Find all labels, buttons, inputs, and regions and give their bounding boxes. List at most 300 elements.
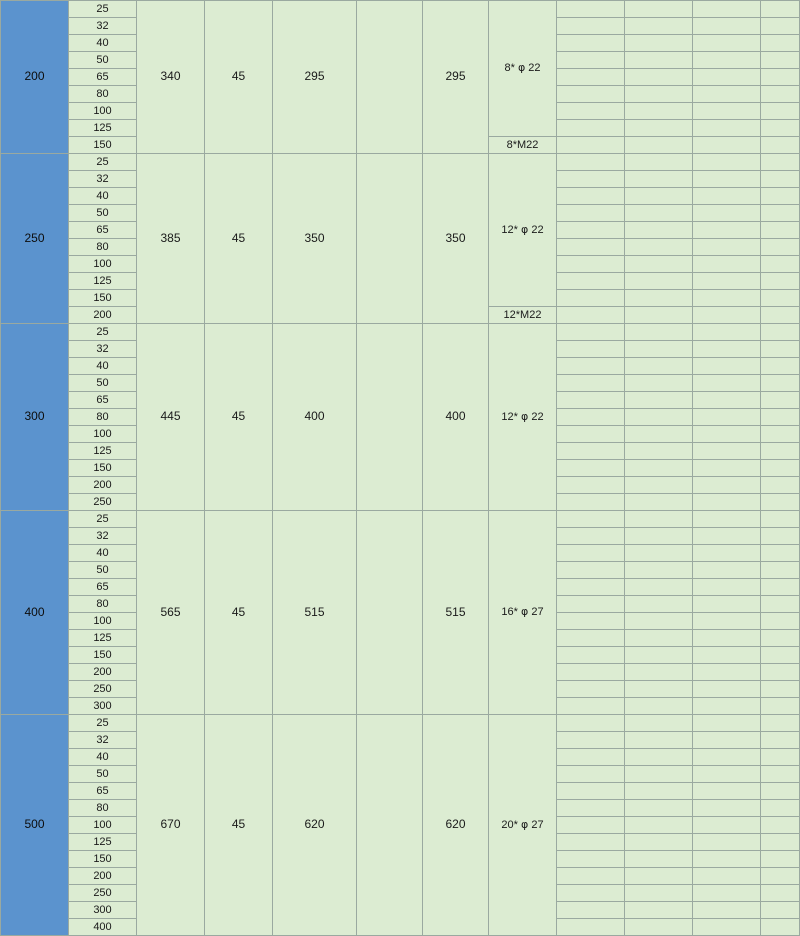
- blank-cell-5: [761, 222, 800, 239]
- blank-cell-2: [557, 1, 625, 18]
- secondary-diameter-cell: 620: [423, 715, 489, 936]
- blank-cell-5: [761, 800, 800, 817]
- blank-cell-2: [557, 630, 625, 647]
- blank-cell-5: [761, 579, 800, 596]
- blank-cell-4: [693, 868, 761, 885]
- thickness-cell: 45: [205, 324, 273, 511]
- blank-cell-2: [557, 494, 625, 511]
- blank-cell-2: [557, 868, 625, 885]
- length-cell: 150: [69, 460, 137, 477]
- blank-cell-4: [693, 18, 761, 35]
- blank-cell-5: [761, 494, 800, 511]
- blank-cell-3: [625, 851, 693, 868]
- blank-cell-5: [761, 647, 800, 664]
- blank-cell-5: [761, 358, 800, 375]
- length-cell: 80: [69, 86, 137, 103]
- table-body: [1, 1, 800, 936]
- blank-cell-3: [625, 358, 693, 375]
- blank-cell-3: [625, 443, 693, 460]
- blank-cell-3: [625, 103, 693, 120]
- blank-cell-3: [625, 86, 693, 103]
- bolt-hole-spec-cell: 12* φ 22: [489, 324, 557, 511]
- outer-diameter-cell: 340: [137, 1, 205, 154]
- nominal-diameter-cell: 400: [1, 511, 69, 715]
- blank-cell-5: [761, 664, 800, 681]
- table-row: [1, 154, 800, 171]
- blank-cell-4: [693, 1, 761, 18]
- length-cell: 200: [69, 868, 137, 885]
- blank-cell-3: [625, 630, 693, 647]
- length-cell: 50: [69, 375, 137, 392]
- secondary-diameter-cell: 515: [423, 511, 489, 715]
- length-cell: 40: [69, 188, 137, 205]
- blank-cell-3: [625, 290, 693, 307]
- blank-cell-2: [557, 137, 625, 154]
- blank-cell-3: [625, 239, 693, 256]
- blank-cell-4: [693, 749, 761, 766]
- blank-cell-5: [761, 86, 800, 103]
- blank-cell-2: [557, 664, 625, 681]
- length-cell: 25: [69, 715, 137, 732]
- blank-column-1-cell: [357, 1, 423, 154]
- blank-cell-2: [557, 307, 625, 324]
- length-cell: 250: [69, 494, 137, 511]
- blank-cell-4: [693, 613, 761, 630]
- blank-cell-5: [761, 783, 800, 800]
- bolt-circle-cell: 620: [273, 715, 357, 936]
- blank-cell-2: [557, 477, 625, 494]
- blank-cell-5: [761, 732, 800, 749]
- blank-cell-5: [761, 171, 800, 188]
- bolt-thread-spec-cell: 8*M22: [489, 137, 557, 154]
- length-cell: 32: [69, 171, 137, 188]
- blank-cell-2: [557, 783, 625, 800]
- blank-cell-5: [761, 851, 800, 868]
- blank-cell-3: [625, 664, 693, 681]
- blank-cell-2: [557, 341, 625, 358]
- blank-cell-5: [761, 817, 800, 834]
- blank-cell-2: [557, 851, 625, 868]
- phi-symbol: φ: [521, 409, 529, 423]
- blank-cell-5: [761, 409, 800, 426]
- phi-symbol: φ: [521, 222, 529, 236]
- blank-cell-4: [693, 630, 761, 647]
- blank-cell-5: [761, 35, 800, 52]
- blank-cell-3: [625, 698, 693, 715]
- blank-cell-4: [693, 290, 761, 307]
- length-cell: 100: [69, 613, 137, 630]
- outer-diameter-cell: 385: [137, 154, 205, 324]
- blank-cell-4: [693, 324, 761, 341]
- blank-column-1-cell: [357, 511, 423, 715]
- blank-cell-5: [761, 613, 800, 630]
- blank-cell-4: [693, 528, 761, 545]
- blank-cell-2: [557, 443, 625, 460]
- length-cell: 65: [69, 783, 137, 800]
- blank-cell-4: [693, 392, 761, 409]
- length-cell: 200: [69, 307, 137, 324]
- length-cell: 300: [69, 698, 137, 715]
- blank-cell-5: [761, 698, 800, 715]
- blank-cell-2: [557, 681, 625, 698]
- blank-cell-4: [693, 69, 761, 86]
- blank-cell-4: [693, 188, 761, 205]
- blank-cell-5: [761, 273, 800, 290]
- blank-cell-3: [625, 273, 693, 290]
- blank-column-1-cell: [357, 715, 423, 936]
- thickness-cell: 45: [205, 154, 273, 324]
- blank-cell-2: [557, 120, 625, 137]
- length-cell: 65: [69, 222, 137, 239]
- blank-cell-4: [693, 205, 761, 222]
- blank-cell-2: [557, 511, 625, 528]
- length-cell: 32: [69, 341, 137, 358]
- blank-cell-4: [693, 120, 761, 137]
- blank-cell-2: [557, 715, 625, 732]
- length-cell: 50: [69, 52, 137, 69]
- blank-cell-4: [693, 103, 761, 120]
- blank-cell-3: [625, 732, 693, 749]
- blank-cell-2: [557, 290, 625, 307]
- length-cell: 200: [69, 664, 137, 681]
- blank-cell-5: [761, 154, 800, 171]
- length-cell: 125: [69, 834, 137, 851]
- blank-cell-2: [557, 613, 625, 630]
- blank-cell-5: [761, 477, 800, 494]
- blank-cell-2: [557, 732, 625, 749]
- bolt-circle-cell: 515: [273, 511, 357, 715]
- blank-cell-5: [761, 749, 800, 766]
- outer-diameter-cell: 670: [137, 715, 205, 936]
- bolt-hole-spec-cell: 16* φ 27: [489, 511, 557, 715]
- blank-cell-2: [557, 766, 625, 783]
- blank-cell-2: [557, 902, 625, 919]
- blank-cell-5: [761, 256, 800, 273]
- blank-cell-3: [625, 596, 693, 613]
- blank-cell-2: [557, 69, 625, 86]
- blank-cell-5: [761, 766, 800, 783]
- length-cell: 32: [69, 528, 137, 545]
- blank-cell-5: [761, 426, 800, 443]
- blank-cell-2: [557, 103, 625, 120]
- blank-cell-3: [625, 477, 693, 494]
- blank-cell-3: [625, 528, 693, 545]
- blank-cell-3: [625, 749, 693, 766]
- blank-cell-2: [557, 256, 625, 273]
- blank-cell-5: [761, 902, 800, 919]
- blank-cell-5: [761, 868, 800, 885]
- length-cell: 250: [69, 681, 137, 698]
- length-cell: 25: [69, 1, 137, 18]
- blank-cell-4: [693, 171, 761, 188]
- length-cell: 50: [69, 766, 137, 783]
- blank-cell-5: [761, 919, 800, 936]
- blank-cell-3: [625, 545, 693, 562]
- bolt-circle-cell: 295: [273, 1, 357, 154]
- blank-cell-3: [625, 511, 693, 528]
- length-cell: 250: [69, 885, 137, 902]
- blank-cell-4: [693, 35, 761, 52]
- blank-cell-4: [693, 494, 761, 511]
- bolt-hole-spec-cell: 8* φ 22: [489, 1, 557, 137]
- blank-cell-5: [761, 630, 800, 647]
- length-cell: 100: [69, 256, 137, 273]
- blank-cell-2: [557, 460, 625, 477]
- blank-cell-4: [693, 256, 761, 273]
- blank-cell-3: [625, 205, 693, 222]
- table-row: [1, 511, 800, 528]
- blank-cell-5: [761, 290, 800, 307]
- blank-column-1-cell: [357, 324, 423, 511]
- blank-cell-5: [761, 188, 800, 205]
- secondary-diameter-cell: 350: [423, 154, 489, 324]
- blank-cell-4: [693, 919, 761, 936]
- length-cell: 80: [69, 596, 137, 613]
- blank-cell-2: [557, 188, 625, 205]
- blank-cell-3: [625, 579, 693, 596]
- length-cell: 50: [69, 562, 137, 579]
- blank-cell-2: [557, 545, 625, 562]
- thickness-cell: 45: [205, 511, 273, 715]
- blank-cell-4: [693, 137, 761, 154]
- blank-cell-3: [625, 188, 693, 205]
- blank-cell-2: [557, 52, 625, 69]
- blank-cell-3: [625, 154, 693, 171]
- blank-cell-4: [693, 851, 761, 868]
- length-cell: 65: [69, 69, 137, 86]
- blank-cell-3: [625, 681, 693, 698]
- bolt-circle-cell: 400: [273, 324, 357, 511]
- outer-diameter-cell: 565: [137, 511, 205, 715]
- bolt-hole-spec-cell: 12* φ 22: [489, 154, 557, 307]
- blank-cell-2: [557, 324, 625, 341]
- blank-cell-4: [693, 545, 761, 562]
- length-cell: 125: [69, 443, 137, 460]
- length-cell: 25: [69, 154, 137, 171]
- nominal-diameter-cell: 250: [1, 154, 69, 324]
- blank-cell-5: [761, 511, 800, 528]
- length-cell: 125: [69, 630, 137, 647]
- blank-cell-4: [693, 732, 761, 749]
- blank-cell-5: [761, 545, 800, 562]
- blank-cell-4: [693, 902, 761, 919]
- blank-cell-4: [693, 766, 761, 783]
- blank-cell-5: [761, 1, 800, 18]
- blank-cell-5: [761, 562, 800, 579]
- blank-cell-2: [557, 579, 625, 596]
- blank-cell-5: [761, 596, 800, 613]
- blank-cell-3: [625, 324, 693, 341]
- length-cell: 32: [69, 732, 137, 749]
- length-cell: 80: [69, 239, 137, 256]
- blank-cell-3: [625, 562, 693, 579]
- blank-cell-3: [625, 137, 693, 154]
- blank-cell-4: [693, 579, 761, 596]
- blank-cell-2: [557, 18, 625, 35]
- nominal-diameter-cell: 200: [1, 1, 69, 154]
- blank-cell-3: [625, 1, 693, 18]
- blank-cell-3: [625, 409, 693, 426]
- table-row: [1, 324, 800, 341]
- length-cell: 400: [69, 919, 137, 936]
- blank-cell-3: [625, 919, 693, 936]
- blank-cell-4: [693, 426, 761, 443]
- secondary-diameter-cell: 295: [423, 1, 489, 154]
- blank-cell-5: [761, 205, 800, 222]
- blank-cell-3: [625, 392, 693, 409]
- blank-cell-2: [557, 35, 625, 52]
- blank-cell-2: [557, 426, 625, 443]
- blank-cell-5: [761, 18, 800, 35]
- blank-cell-3: [625, 171, 693, 188]
- length-cell: 65: [69, 392, 137, 409]
- blank-cell-4: [693, 222, 761, 239]
- blank-cell-2: [557, 392, 625, 409]
- blank-cell-4: [693, 52, 761, 69]
- blank-cell-5: [761, 392, 800, 409]
- blank-cell-5: [761, 103, 800, 120]
- blank-cell-2: [557, 562, 625, 579]
- blank-cell-5: [761, 715, 800, 732]
- blank-cell-5: [761, 324, 800, 341]
- blank-cell-5: [761, 239, 800, 256]
- blank-cell-2: [557, 834, 625, 851]
- outer-diameter-cell: 445: [137, 324, 205, 511]
- length-cell: 150: [69, 851, 137, 868]
- table-row: [1, 1, 800, 18]
- blank-cell-5: [761, 528, 800, 545]
- blank-cell-2: [557, 222, 625, 239]
- nominal-diameter-cell: 500: [1, 715, 69, 936]
- blank-cell-3: [625, 222, 693, 239]
- blank-cell-2: [557, 885, 625, 902]
- blank-cell-5: [761, 375, 800, 392]
- blank-cell-3: [625, 902, 693, 919]
- blank-cell-3: [625, 817, 693, 834]
- blank-cell-4: [693, 341, 761, 358]
- thickness-cell: 45: [205, 715, 273, 936]
- blank-cell-5: [761, 681, 800, 698]
- blank-cell-4: [693, 409, 761, 426]
- length-cell: 25: [69, 511, 137, 528]
- blank-cell-5: [761, 443, 800, 460]
- phi-symbol: φ: [521, 605, 529, 619]
- blank-cell-4: [693, 239, 761, 256]
- blank-cell-3: [625, 69, 693, 86]
- blank-cell-5: [761, 120, 800, 137]
- blank-cell-4: [693, 375, 761, 392]
- bolt-circle-cell: 350: [273, 154, 357, 324]
- blank-cell-2: [557, 698, 625, 715]
- blank-cell-4: [693, 698, 761, 715]
- blank-cell-5: [761, 69, 800, 86]
- blank-cell-2: [557, 800, 625, 817]
- blank-cell-4: [693, 273, 761, 290]
- blank-cell-3: [625, 426, 693, 443]
- bolt-hole-spec-cell: 20* φ 27: [489, 715, 557, 936]
- nominal-diameter-cell: 300: [1, 324, 69, 511]
- blank-cell-2: [557, 273, 625, 290]
- length-cell: 100: [69, 426, 137, 443]
- blank-cell-2: [557, 375, 625, 392]
- phi-symbol: φ: [521, 817, 529, 831]
- blank-cell-2: [557, 205, 625, 222]
- secondary-diameter-cell: 400: [423, 324, 489, 511]
- blank-cell-5: [761, 885, 800, 902]
- blank-cell-2: [557, 409, 625, 426]
- blank-cell-2: [557, 86, 625, 103]
- blank-cell-4: [693, 307, 761, 324]
- length-cell: 50: [69, 205, 137, 222]
- length-cell: 125: [69, 273, 137, 290]
- blank-cell-5: [761, 52, 800, 69]
- blank-cell-2: [557, 919, 625, 936]
- blank-column-1-cell: [357, 154, 423, 324]
- blank-cell-3: [625, 307, 693, 324]
- length-cell: 40: [69, 35, 137, 52]
- blank-cell-3: [625, 494, 693, 511]
- blank-cell-5: [761, 460, 800, 477]
- blank-cell-3: [625, 647, 693, 664]
- blank-cell-3: [625, 834, 693, 851]
- length-cell: 80: [69, 800, 137, 817]
- length-cell: 100: [69, 817, 137, 834]
- blank-cell-3: [625, 885, 693, 902]
- blank-cell-3: [625, 783, 693, 800]
- length-cell: 40: [69, 358, 137, 375]
- blank-cell-3: [625, 460, 693, 477]
- blank-cell-4: [693, 358, 761, 375]
- blank-cell-2: [557, 817, 625, 834]
- blank-cell-2: [557, 596, 625, 613]
- blank-cell-4: [693, 817, 761, 834]
- blank-cell-4: [693, 783, 761, 800]
- blank-cell-4: [693, 443, 761, 460]
- blank-cell-3: [625, 715, 693, 732]
- thickness-cell: 45: [205, 1, 273, 154]
- blank-cell-4: [693, 460, 761, 477]
- blank-cell-4: [693, 562, 761, 579]
- blank-cell-3: [625, 800, 693, 817]
- length-cell: 40: [69, 749, 137, 766]
- length-cell: 25: [69, 324, 137, 341]
- length-cell: 300: [69, 902, 137, 919]
- blank-cell-4: [693, 647, 761, 664]
- blank-cell-4: [693, 154, 761, 171]
- blank-cell-4: [693, 511, 761, 528]
- length-cell: 150: [69, 290, 137, 307]
- blank-cell-4: [693, 664, 761, 681]
- blank-cell-2: [557, 528, 625, 545]
- length-cell: 200: [69, 477, 137, 494]
- blank-cell-3: [625, 35, 693, 52]
- blank-cell-5: [761, 834, 800, 851]
- bolt-thread-spec-cell: 12*M22: [489, 307, 557, 324]
- length-cell: 150: [69, 137, 137, 154]
- blank-cell-5: [761, 137, 800, 154]
- blank-cell-3: [625, 766, 693, 783]
- phi-symbol: φ: [517, 61, 526, 75]
- blank-cell-3: [625, 52, 693, 69]
- blank-cell-4: [693, 681, 761, 698]
- blank-cell-2: [557, 358, 625, 375]
- blank-cell-4: [693, 715, 761, 732]
- blank-cell-4: [693, 477, 761, 494]
- blank-cell-5: [761, 307, 800, 324]
- length-cell: 125: [69, 120, 137, 137]
- blank-cell-4: [693, 596, 761, 613]
- blank-cell-4: [693, 800, 761, 817]
